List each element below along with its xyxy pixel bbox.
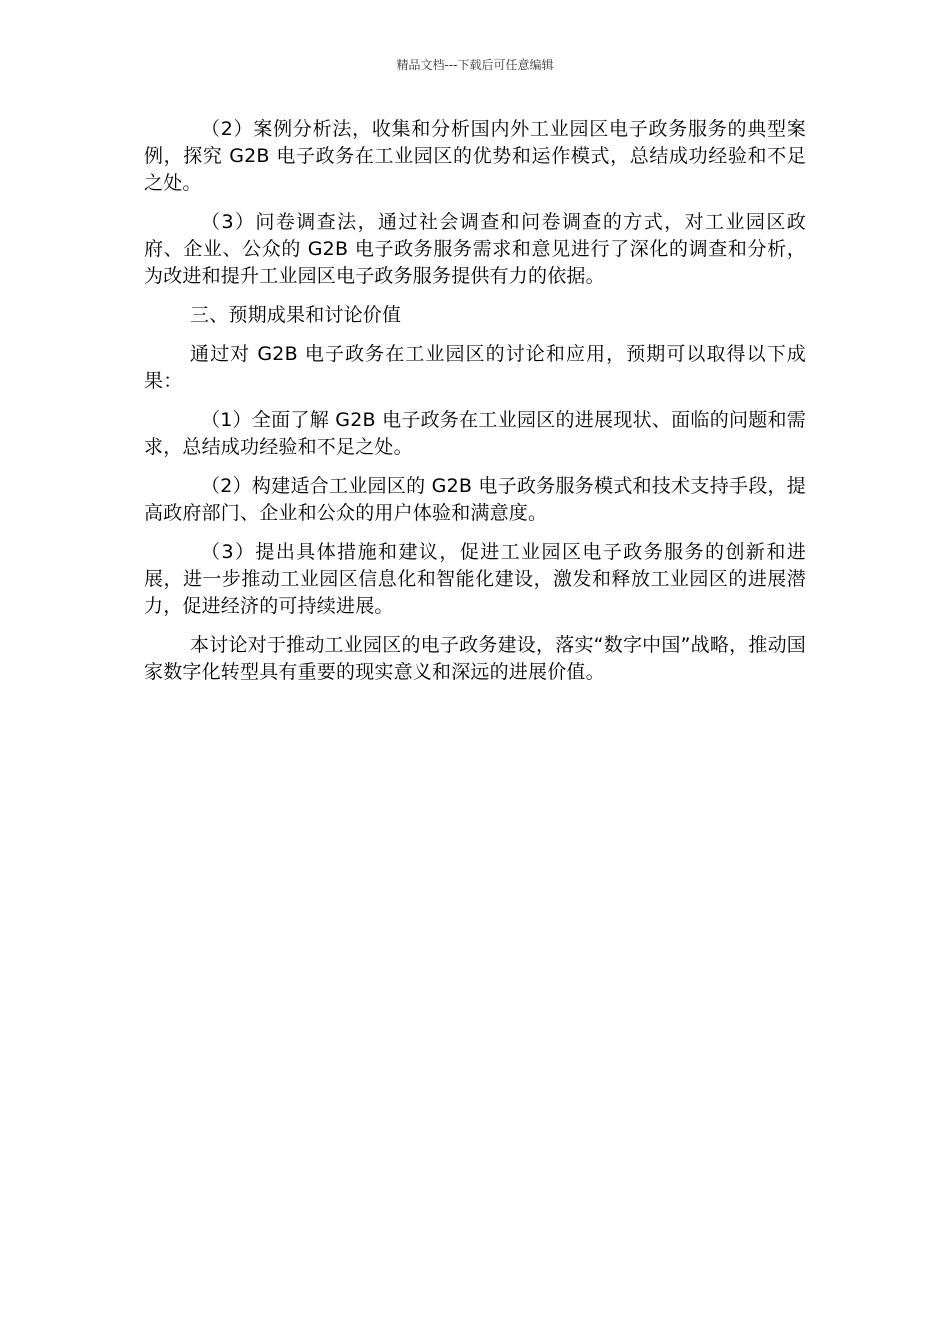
- paragraph-result-2: （2）构建适合工业园区的 G2B 电子政务服务模式和技术支持手段，提高政府部门、企业和公众的用户体验和满意度。: [144, 475, 806, 524]
- paragraph-questionnaire: （3）问卷调查法，通过社会调查和问卷调查的方式，对工业园区政府、企业、公众的 G2B 电子政务服务需求和意见进行了深化的调查和分析，为改进和提升工业园区电子政务服务提供有力的依据。: [144, 211, 806, 287]
- page-header: 精品文档---下载后可任意编辑: [396, 58, 554, 72]
- paragraph-result-1: （1）全面了解 G2B 电子政务在工业园区的进展现状、面临的问题和需求，总结成功经验和不足之处。: [144, 409, 806, 458]
- paragraph-result-3: （3）提出具体措施和建议，促进工业园区电子政务服务的创新和进展，进一步推动工业园区信息化和智能化建设，激发和释放工业园区的进展潜力，促进经济的可持续进展。: [144, 541, 806, 617]
- document-body: [144, 116, 806, 698]
- section-heading-expected-results: 三、预期成果和讨论价值: [190, 304, 402, 326]
- paragraph-expected-intro: 通过对 G2B 电子政务在工业园区的讨论和应用，预期可以取得以下成果：: [144, 343, 806, 392]
- paragraph-research-value: 本讨论对于推动工业园区的电子政务建设，落实“数字中国”战略，推动国家数字化转型具有重要的现实意义和深远的进展价值。: [144, 634, 806, 683]
- paragraph-case-analysis: （2）案例分析法，收集和分析国内外工业园区电子政务服务的典型案例，探究 G2B 电子政务在工业园区的优势和运作模式，总结成功经验和不足之处。: [144, 118, 806, 194]
